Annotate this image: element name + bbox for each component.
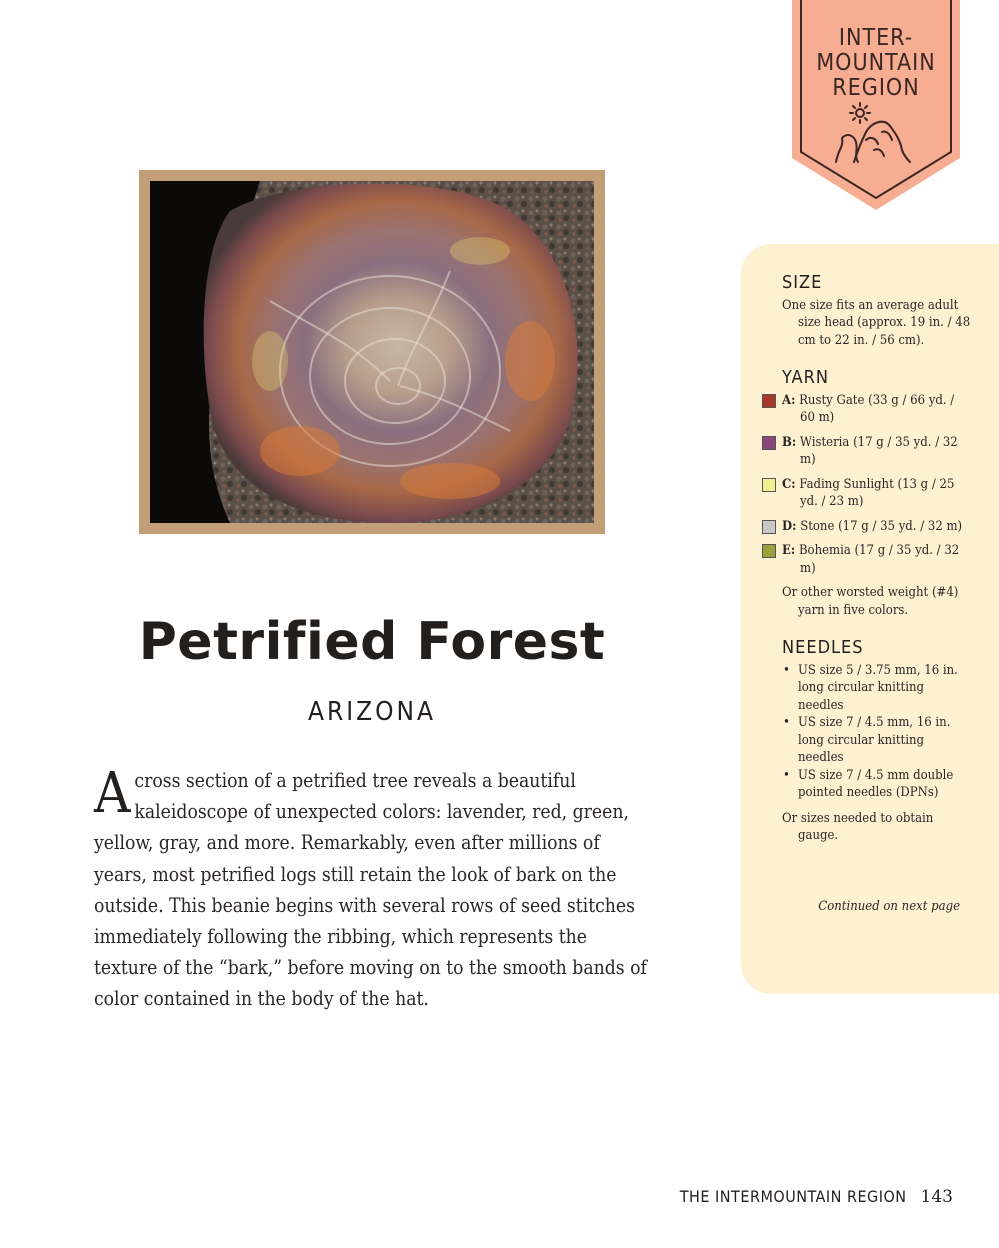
color-swatch-icon: [762, 436, 776, 450]
specs-panel: [741, 244, 999, 994]
intro-paragraph: [94, 761, 650, 1015]
yarn-item: D: Stone (17 g / 35 yd. / 32 m): [762, 518, 972, 536]
size-heading: SIZE: [782, 272, 823, 293]
yarn-item: E: Bohemia (17 g / 35 yd. / 32 m): [762, 542, 972, 577]
pattern-title: Petrified Forest: [138, 612, 606, 672]
needle-item: • US size 7 / 4.5 mm double pointed needles (DPNs): [782, 767, 972, 802]
needles-section: [782, 639, 972, 845]
needles-list: [782, 662, 972, 802]
drop-cap: A: [94, 761, 131, 826]
needle-item: • US size 7 / 4.5 mm, 16 in. long circular knitting needles: [782, 714, 972, 767]
size-text: One size fits an average adult size head (approx. 19 in. / 48 cm to 22 in. / 56 cm).: [782, 297, 971, 348]
page-footer: [680, 1187, 953, 1207]
yarn-note: Or other worsted weight (#4) yarn in five colors.: [782, 585, 959, 618]
color-swatch-icon: [762, 394, 776, 408]
needles-note: Or sizes needed to obtain gauge.: [782, 810, 934, 843]
photo-frame: [139, 170, 605, 534]
color-swatch-icon: [762, 544, 776, 558]
region-banner: [792, 0, 960, 210]
sun-mountain-icon: [792, 0, 960, 210]
yarn-item: C: Fading Sunlight (13 g / 25 yd. / 23 m): [762, 476, 972, 511]
color-swatch-icon: [762, 478, 776, 492]
yarn-item: A: Rusty Gate (33 g / 66 yd. / 60 m): [762, 392, 972, 427]
size-section: [782, 274, 972, 349]
footer-section-title: THE INTERMOUNTAIN REGION: [679, 1187, 907, 1206]
banner-label: INTER- MOUNTAIN REGION: [816, 25, 936, 101]
petrified-wood-photo: [150, 181, 594, 523]
intro-text: cross section of a petrified tree reveals a beautiful kaleidoscope of unexpected colors: lavender, red, green, yellow, gray, and more. Remarkably, even after millions of years, most petrified logs still retain the look of bark on the outside. This beanie begins with several rows of seed stitches immediately following the ribbing, which represents the texture of the “bark,” before moving on to the smooth bands of color contained in the body of the hat.: [94, 769, 647, 1011]
yarn-item: B: Wisteria (17 g / 35 yd. / 32 m): [762, 434, 972, 469]
yarn-section: [782, 369, 972, 619]
page-number: 143: [920, 1187, 953, 1207]
needle-item: • US size 5 / 3.75 mm, 16 in. long circular knitting needles: [782, 662, 972, 715]
yarn-heading: YARN: [782, 367, 829, 388]
continued-note: Continued on next page: [818, 899, 960, 914]
pattern-location: ARIZONA: [307, 697, 437, 727]
yarn-list: [762, 392, 972, 578]
color-swatch-icon: [762, 520, 776, 534]
needles-heading: NEEDLES: [782, 637, 864, 658]
